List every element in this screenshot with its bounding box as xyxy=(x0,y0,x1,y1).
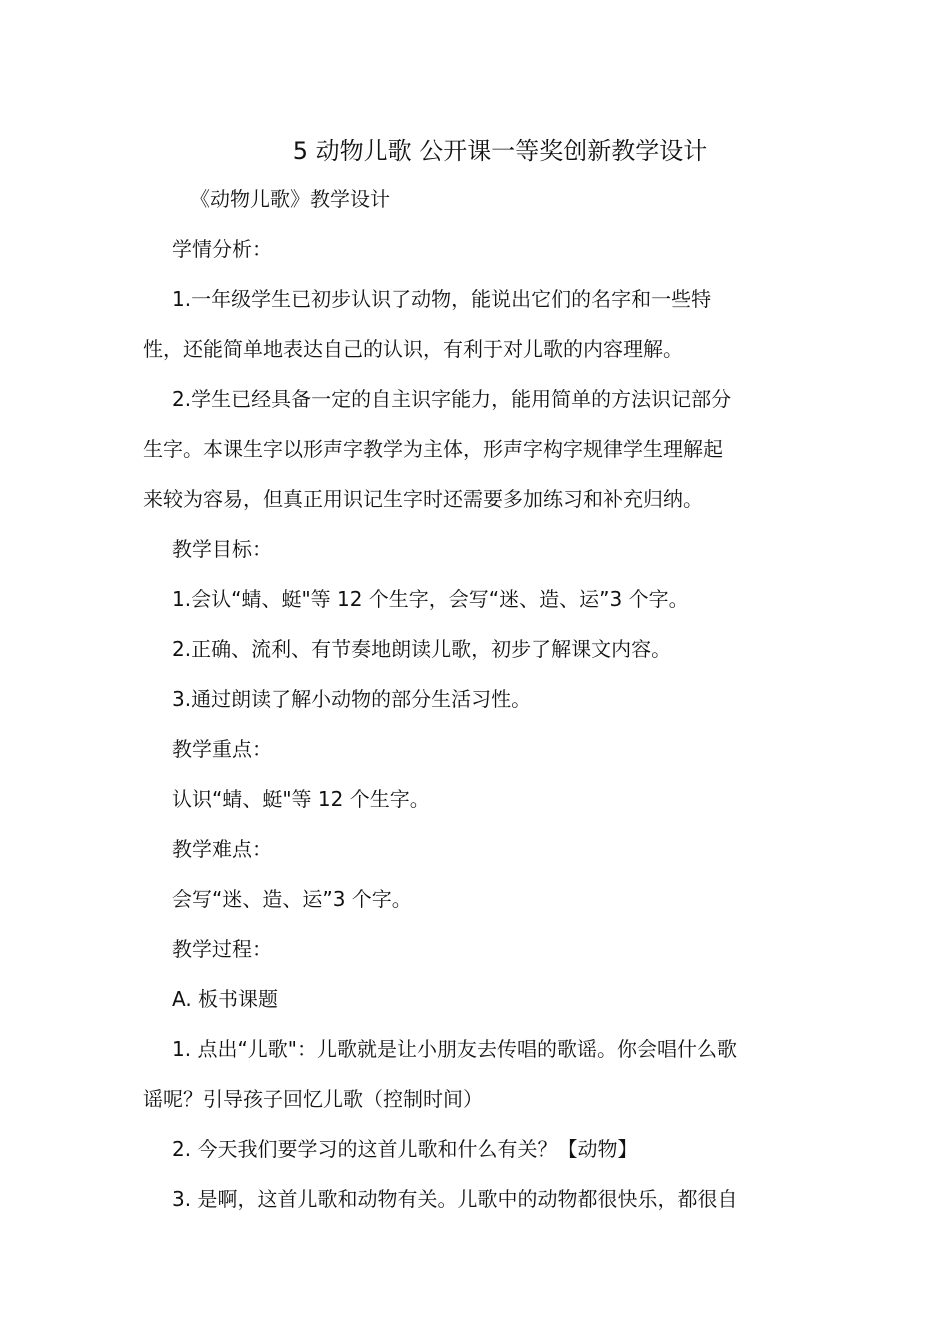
process-line: 1. 点出“儿歌"：儿歌就是让小朋友去传唱的歌谣。你会唱什么歌 xyxy=(172,1037,737,1061)
process-line: 3. 是啊，这首儿歌和动物有关。儿歌中的动物都很快乐，都很自 xyxy=(172,1187,738,1211)
document-title: 5 动物儿歌 公开课一等奖创新教学设计 xyxy=(292,137,708,165)
paragraph-line: 2.学生已经具备一定的自主识字能力，能用简单的方法识记部分 xyxy=(172,387,732,411)
section-heading-key-points: 教学重点： xyxy=(172,737,272,761)
subtitle: 《动物儿歌》教学设计 xyxy=(190,187,390,211)
goal-item: 1.会认“蜻、蜓"等 12 个生字，会写“迷、造、运”3 个字。 xyxy=(172,587,689,611)
paragraph-line: 生字。本课生字以形声字教学为主体，形声字构字规律学生理解起 xyxy=(143,437,723,461)
section-heading-goals: 教学目标： xyxy=(172,537,272,561)
difficulty-text: 会写“迷、造、运”3 个字。 xyxy=(172,887,412,911)
paragraph-line: 来较为容易，但真正用识记生字时还需要多加练习和补充归纳。 xyxy=(143,487,703,511)
key-point-text: 认识“蜻、蜓"等 12 个生字。 xyxy=(172,787,430,811)
section-heading-analysis: 学情分析： xyxy=(172,237,272,261)
section-heading-process: 教学过程： xyxy=(172,937,272,961)
process-line: 2. 今天我们要学习的这首儿歌和什么有关？【动物】 xyxy=(172,1137,638,1161)
section-heading-difficulties: 教学难点： xyxy=(172,837,272,861)
paragraph-line: 1.一年级学生已初步认识了动物，能说出它们的名字和一些特 xyxy=(172,287,712,311)
goal-item: 3.通过朗读了解小动物的部分生活习性。 xyxy=(172,687,532,711)
goal-item: 2.正确、流利、有节奏地朗读儿歌，初步了解课文内容。 xyxy=(172,637,672,661)
process-step-heading: A. 板书课题 xyxy=(172,987,279,1011)
paragraph-line: 性，还能简单地表达自己的认识，有利于对儿歌的内容理解。 xyxy=(143,337,683,361)
process-line: 谣呢？引导孩子回忆儿歌（控制时间） xyxy=(143,1087,483,1111)
